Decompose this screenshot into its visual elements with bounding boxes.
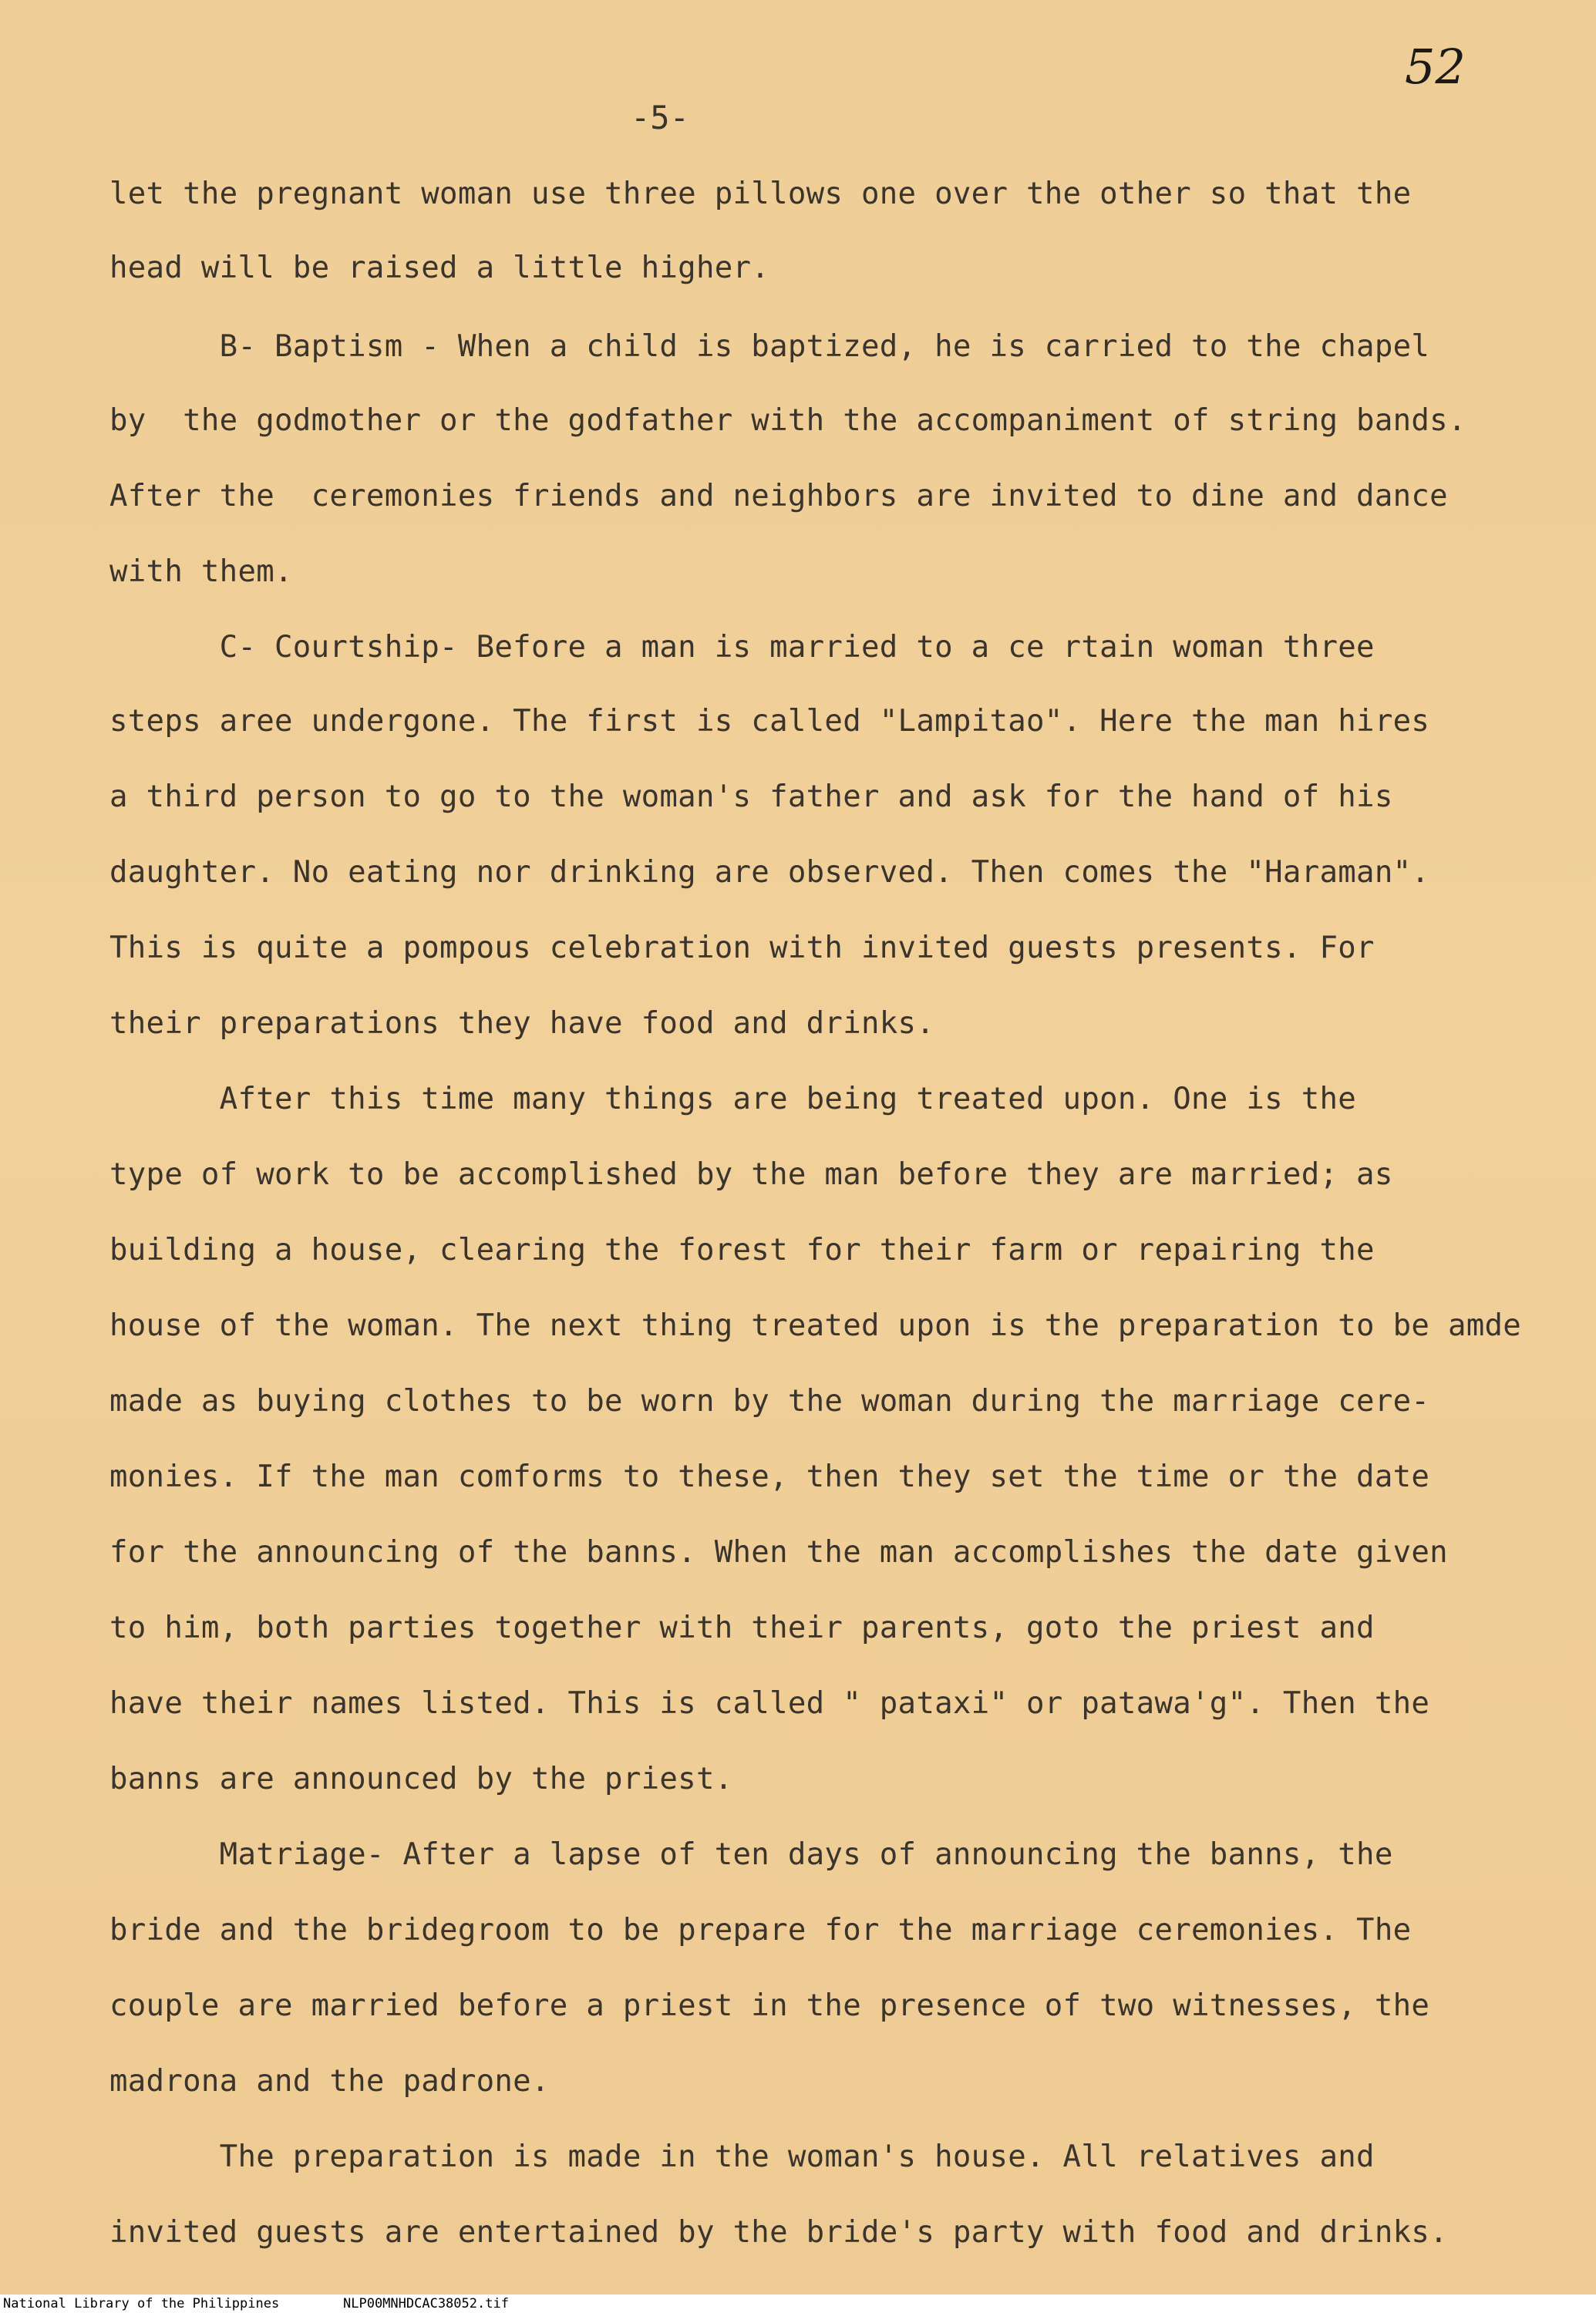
page-number: -5- (631, 99, 689, 136)
text-line: have their names listed. This is called " pataxi" or patawa'g". Then the (109, 1686, 1430, 1721)
text-line: This is quite a pompous celebration with invited guests presents. For (109, 931, 1375, 965)
text-line: steps aree undergone. The first is called "Lampitao". Here the man hires (109, 704, 1430, 739)
text-line: couple are married before a priest in the presence of two witnesses, the (109, 1988, 1430, 2023)
text-line: Matriage- After a lapse of ten days of announcing the banns, the (109, 1837, 1393, 1872)
text-line: with them. (109, 554, 293, 589)
text-line: B- Baptism - When a child is baptized, he is carried to the chapel (109, 329, 1430, 364)
text-line: by the godmother or the godfather with the accompaniment of string bands. (109, 403, 1466, 438)
text-line: C- Courtship- Before a man is married to a ce rtain woman three (109, 630, 1375, 665)
scan-footer (0, 2294, 1596, 2313)
text-line: building a house, clearing the forest for their farm or repairing the (109, 1233, 1375, 1268)
text-line: type of work to be accomplished by the man before they are married; as (109, 1157, 1393, 1192)
text-line: After the ceremonies friends and neighbors are invited to dine and dance (109, 479, 1448, 513)
folio-mark: 52 (1405, 39, 1466, 95)
text-line: banns are announced by the priest. (109, 1762, 733, 1796)
text-line: After this time many things are being treated upon. One is the (109, 1082, 1357, 1116)
footer-filename: NLP00MNHDCAC38052.tif (343, 2296, 509, 2311)
text-line: for the announcing of the banns. When the man accomplishes the date given (109, 1535, 1448, 1570)
text-line: bride and the bridegroom to be prepare for the marriage ceremonies. The (109, 1913, 1412, 1948)
text-line: let the pregnant woman use three pillows one over the other so that the (109, 177, 1412, 211)
text-line: house of the woman. The next thing treated upon is the preparation to be amde (109, 1308, 1522, 1343)
text-line: daughter. No eating nor drinking are observed. Then comes the "Haraman". (109, 855, 1430, 890)
text-line: The preparation is made in the woman's house. All relatives and (109, 2140, 1375, 2174)
text-line: to him, both parties together with their parents, goto the priest and (109, 1611, 1375, 1645)
text-line: invited guests are entertained by the bride's party with food and drinks. (109, 2215, 1448, 2250)
text-line: made as buying clothes to be worn by the woman during the marriage cere- (109, 1384, 1430, 1419)
text-line: monies. If the man comforms to these, then they set the time or the date (109, 1460, 1430, 1494)
footer-institution: National Library of the Philippines (3, 2296, 280, 2311)
text-line: their preparations they have food and drinks. (109, 1006, 935, 1041)
text-line: a third person to go to the woman's father and ask for the hand of his (109, 779, 1393, 814)
text-line: madrona and the padrone. (109, 2064, 550, 2099)
text-line: head will be raised a little higher. (109, 251, 770, 285)
